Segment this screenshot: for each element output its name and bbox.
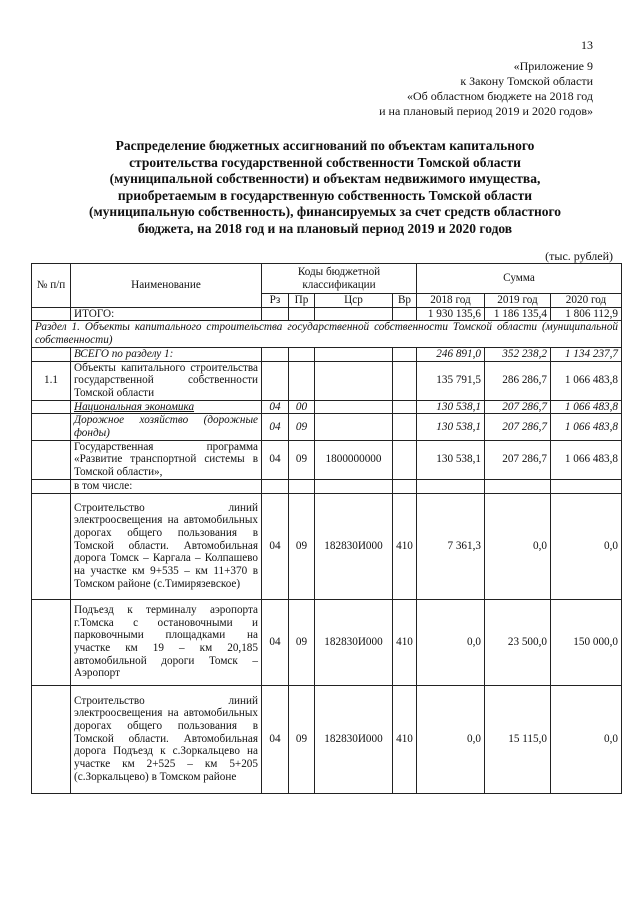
table-row — [32, 479, 622, 493]
row-name: Подъезд к терминалу аэропорта г.Томска с остановочными и парковочными площадками на участке км 19 – км 20,185 автомобильной дороги Томск – Аэропорт — [71, 599, 262, 685]
header-rz: Рз — [262, 294, 289, 308]
table-row — [32, 493, 622, 599]
title-line: строительства государственной собственности Томской области — [129, 154, 521, 170]
title-line: (муниципальной собственности) и объектам недвижимого имущества, — [109, 171, 541, 186]
row-name: Объекты капитального строительства государственной собственности Томской области — [71, 361, 262, 400]
row-2019: 15 115,0 — [485, 685, 551, 793]
section-total-label: ВСЕГО по разделу 1: — [71, 347, 262, 361]
section-total-row — [32, 347, 622, 361]
row-rz: 04 — [262, 599, 289, 685]
row-2020: 0,0 — [551, 493, 622, 599]
row-num: 1.1 — [32, 361, 71, 400]
row-name: Строительство линий электроосвещения на автомобильных дорогах общего пользования в Томской области. Автомобильная дорога Томск – Каргала – Колпашево на участке км 9+535 – км 11+370 в Томском районе (с.Тимирязевское) — [71, 493, 262, 599]
section-total-2018: 246 891,0 — [417, 347, 485, 361]
row-pr: 09 — [289, 599, 315, 685]
appendix-line: и на плановый период 2019 и 2020 годов» — [379, 104, 593, 118]
row-name: Дорожное хозяйство (дорожные фонды) — [71, 414, 262, 440]
row-2020: 1 066 483,8 — [551, 440, 622, 479]
row-csr: 182830И000 — [315, 685, 393, 793]
row-2020: 1 066 483,8 — [551, 400, 622, 414]
header-pr: Пр — [289, 294, 315, 308]
row-2018: 0,0 — [417, 685, 485, 793]
units-label: (тыс. рублей) — [545, 249, 613, 263]
header-sum: Сумма — [417, 264, 622, 294]
header-2019: 2019 год — [485, 294, 551, 308]
appendix-line: «Приложение 9 — [513, 59, 593, 73]
row-csr: 182830И000 — [315, 493, 393, 599]
row-vr: 410 — [393, 493, 417, 599]
row-2020: 0,0 — [551, 685, 622, 793]
row-csr: 1800000000 — [315, 440, 393, 479]
row-pr: 09 — [289, 414, 315, 440]
row-name: Строительство линий электроосвещения на автомобильных дорогах общего пользования в Томской области. Автомобильная дорога Подъезд к с.Зоркальцево на участке км 2+525 – км 5+205 (с.Зоркальцево) в Томском районе — [71, 685, 262, 793]
page-number: 13 — [581, 38, 593, 52]
row-csr: 182830И000 — [315, 599, 393, 685]
row-vr: 410 — [393, 685, 417, 793]
row-rz: 04 — [262, 414, 289, 440]
row-name: Национальная экономика — [71, 400, 262, 414]
row-2018: 135 791,5 — [417, 361, 485, 400]
total-2019: 1 186 135,4 — [485, 307, 551, 321]
table-row — [32, 599, 622, 685]
total-2018: 1 930 135,6 — [417, 307, 485, 321]
row-2018: 7 361,3 — [417, 493, 485, 599]
section-label: Раздел 1. Объекты капитального строительства государственной собственности Томской области (муниципальной собственности) — [32, 321, 622, 347]
appendix-header — [379, 59, 593, 119]
header-csr: Цср — [315, 294, 393, 308]
row-pr: 09 — [289, 493, 315, 599]
row-2018: 130 538,1 — [417, 440, 485, 479]
table-row — [32, 440, 622, 479]
row-2019: 23 500,0 — [485, 599, 551, 685]
row-rz: 04 — [262, 493, 289, 599]
table-row — [32, 414, 622, 440]
row-2018: 0,0 — [417, 599, 485, 685]
table-row — [32, 685, 622, 793]
header-row — [32, 264, 622, 294]
including-label: в том числе: — [71, 479, 262, 493]
title-line: бюджета, на 2018 год и на плановый период 2019 и 2020 годов — [137, 220, 513, 236]
row-rz: 04 — [262, 440, 289, 479]
title-line: (муниципальную собственность), финансируемых за счет средств областного — [88, 204, 562, 219]
total-row — [32, 307, 622, 321]
header-name: Наименование — [71, 264, 262, 308]
row-2020: 150 000,0 — [551, 599, 622, 685]
section-total-2019: 352 238,2 — [485, 347, 551, 361]
row-2019: 286 286,7 — [485, 361, 551, 400]
row-pr: 00 — [289, 400, 315, 414]
row-rz: 04 — [262, 685, 289, 793]
appendix-line: «Об областном бюджете на 2018 год — [407, 89, 593, 103]
row-2019: 207 286,7 — [485, 400, 551, 414]
row-2019: 207 286,7 — [485, 440, 551, 479]
budget-table — [31, 263, 622, 794]
row-pr: 09 — [289, 440, 315, 479]
row-2020: 1 066 483,8 — [551, 414, 622, 440]
row-name: Государственная программа «Развитие транспортной системы в Томской области», — [71, 440, 262, 479]
header-2020: 2020 год — [551, 294, 622, 308]
row-rz: 04 — [262, 400, 289, 414]
row-2020: 1 066 483,8 — [551, 361, 622, 400]
header-codes: Коды бюджетной классификации — [262, 264, 417, 294]
row-2018: 130 538,1 — [417, 414, 485, 440]
header-2018: 2018 год — [417, 294, 485, 308]
section-row — [32, 321, 622, 347]
table-row — [32, 361, 622, 400]
row-2018: 130 538,1 — [417, 400, 485, 414]
title-line: Распределение бюджетных ассигнований по объектам капитального — [115, 138, 535, 153]
row-2019: 207 286,7 — [485, 414, 551, 440]
header-num: № п/п — [32, 264, 71, 308]
title-line: приобретаемым в государственную собственность Томской области — [117, 187, 533, 203]
row-vr: 410 — [393, 599, 417, 685]
table-row — [32, 400, 622, 414]
total-label: ИТОГО: — [71, 307, 262, 321]
row-2019: 0,0 — [485, 493, 551, 599]
appendix-line: к Закону Томской области — [460, 74, 593, 88]
header-vr: Вр — [393, 294, 417, 308]
row-pr: 09 — [289, 685, 315, 793]
total-2020: 1 806 112,9 — [551, 307, 622, 321]
section-total-2020: 1 134 237,7 — [551, 347, 622, 361]
document-title — [80, 138, 570, 237]
